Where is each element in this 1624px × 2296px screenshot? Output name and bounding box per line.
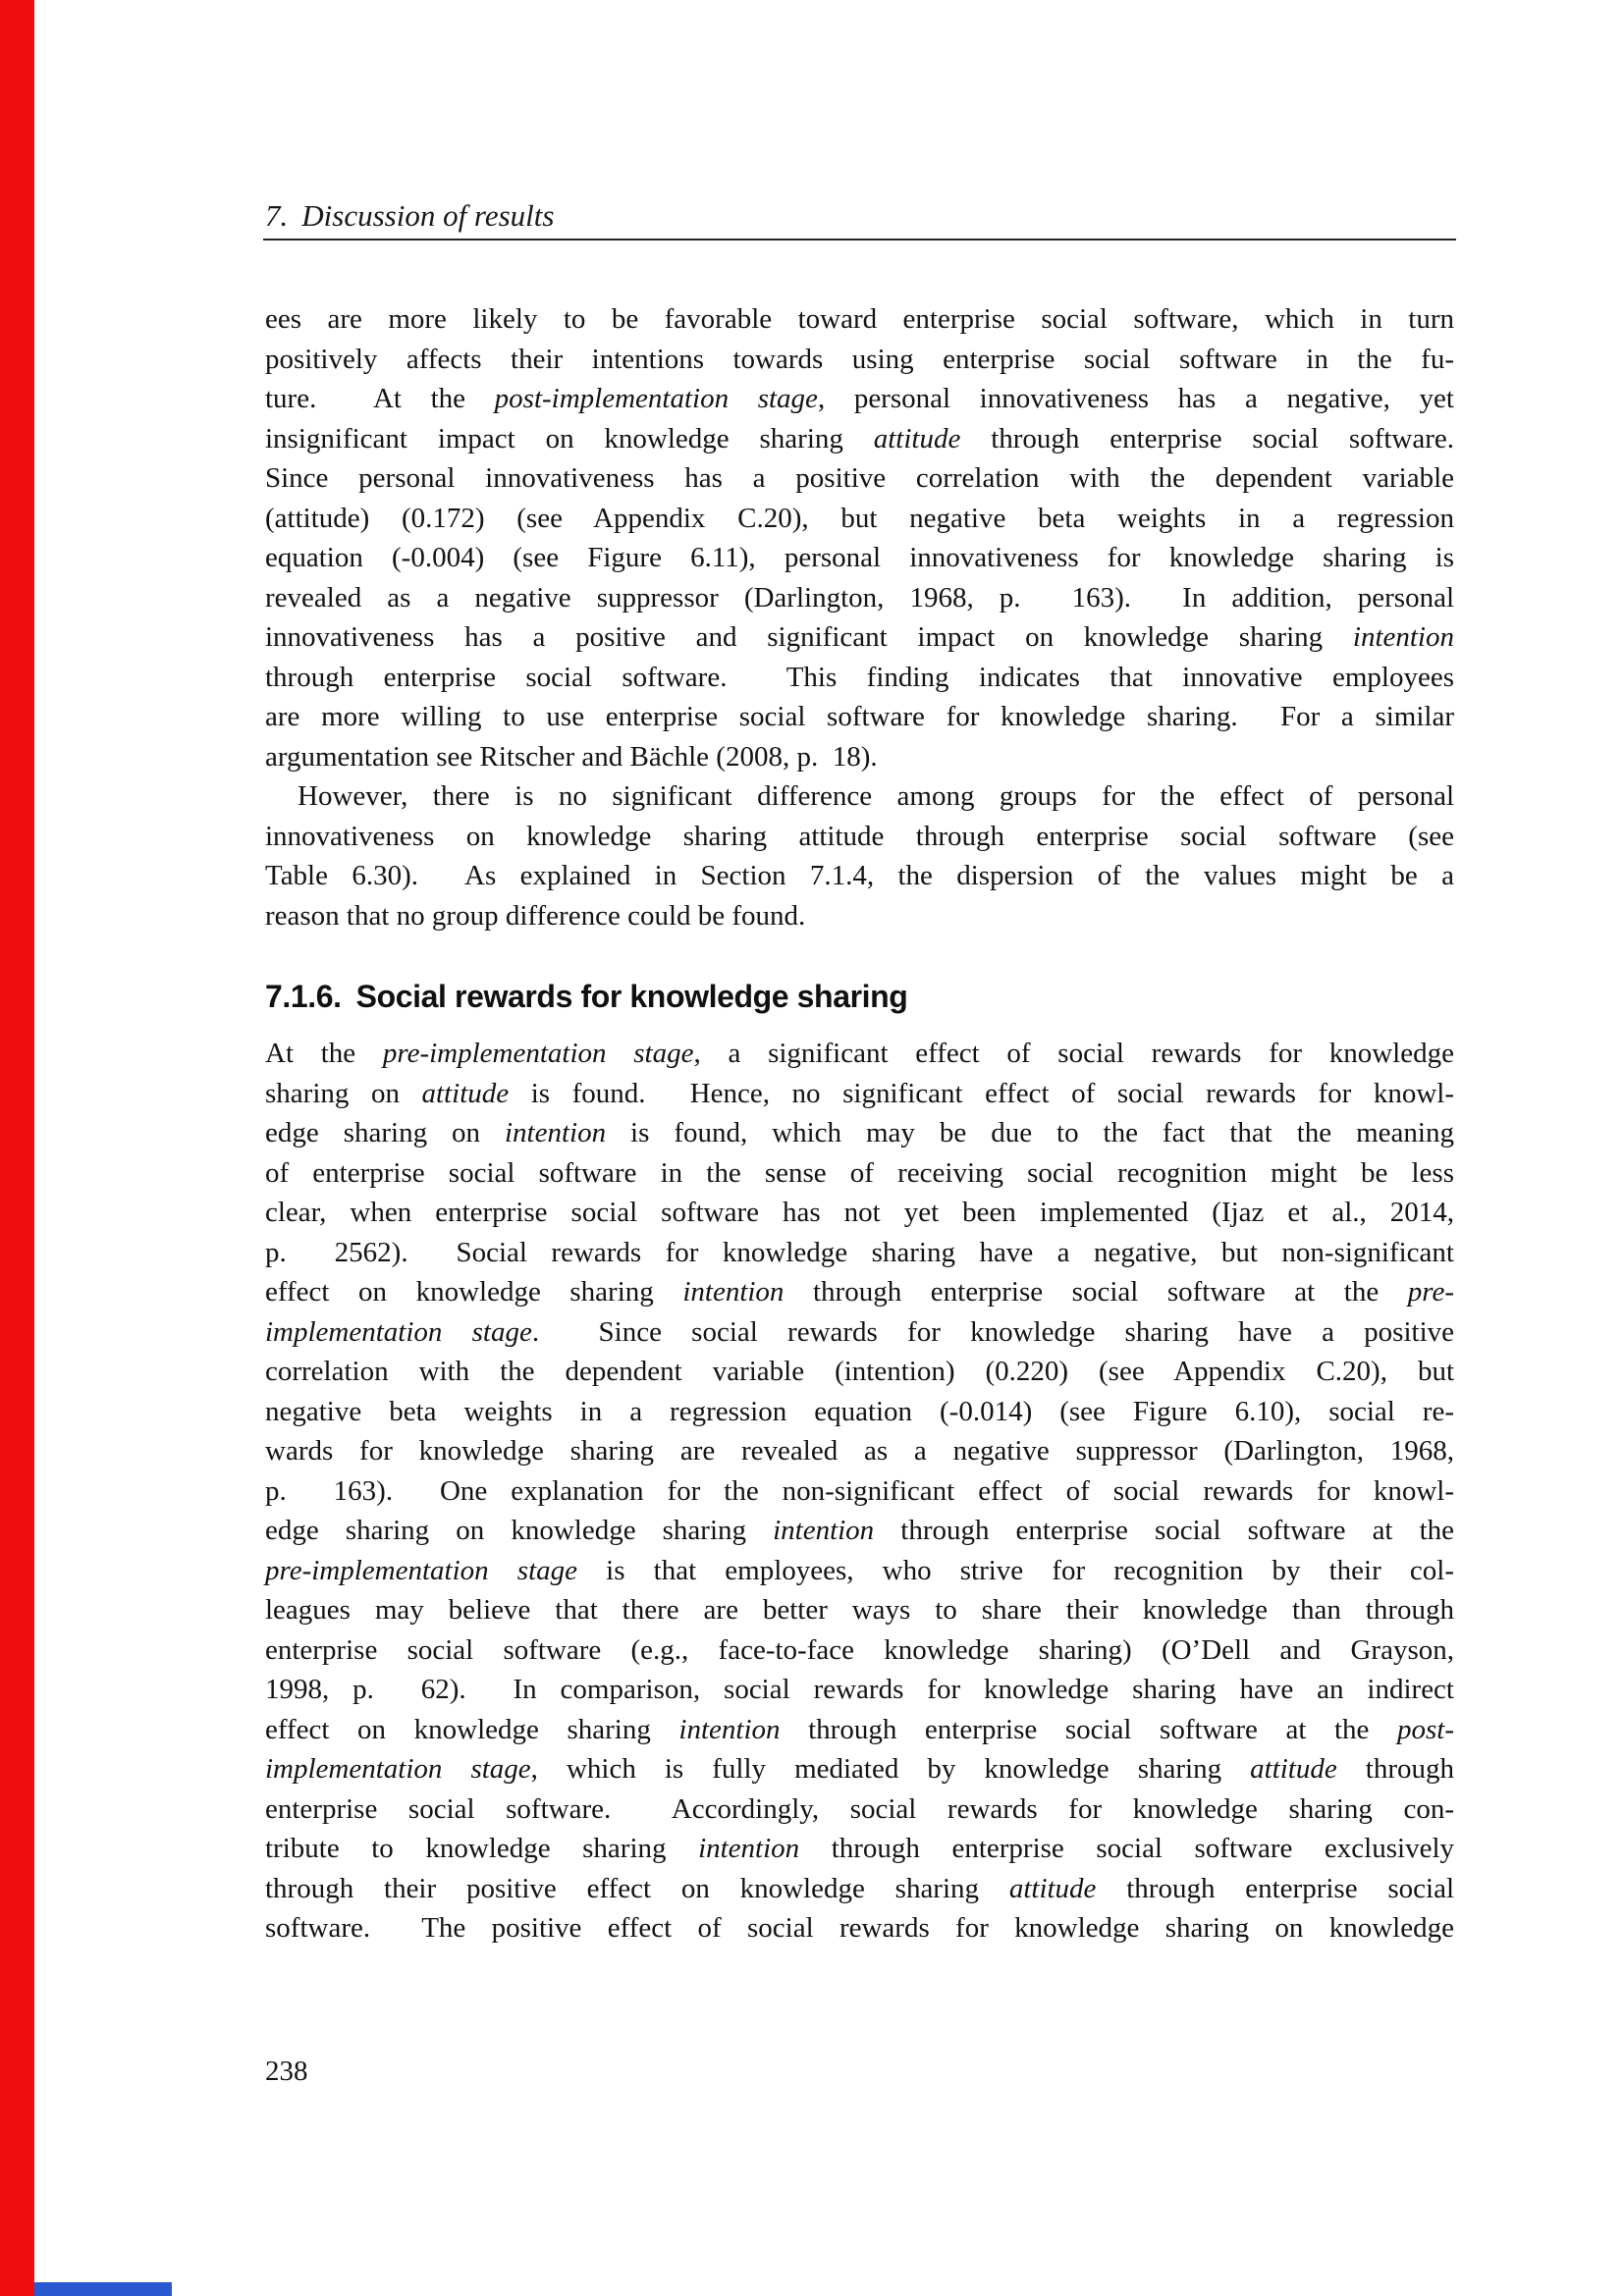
text-line (265, 1431, 1454, 1471)
text-segment: through enterprise social software at the (784, 1276, 1408, 1308)
text-segment: through (1336, 1753, 1454, 1785)
text-segment: is found. Hence, no significant effect of social rewards for knowl- (509, 1077, 1455, 1109)
section-heading-number: 7.1.6. (265, 979, 342, 1014)
text-segment: . Since social rewards for knowledge sharing have a positive (531, 1315, 1454, 1348)
text-segment: effect on knowledge sharing (265, 1713, 679, 1745)
text-line (265, 1551, 1454, 1591)
section-heading (265, 977, 907, 1016)
text-segment: However, there is no significant difference among groups for the effect of personal (298, 780, 1454, 812)
text-line (265, 1630, 1454, 1671)
text-line (265, 617, 1454, 658)
text-segment: through enterprise social software. (960, 422, 1454, 454)
italic-text-segment: intention (504, 1117, 607, 1148)
text-segment: is found, which may be due to the fact that the meaning (606, 1117, 1454, 1148)
text-line (265, 340, 1454, 380)
italic-text-segment: attitude (873, 422, 961, 454)
text-line (265, 1670, 1454, 1710)
text-line (265, 1113, 1454, 1153)
running-header (265, 200, 554, 231)
text-segment: leagues may believe that there are better ways to share their knowledge than through (265, 1594, 1454, 1626)
text-segment: sharing on (265, 1077, 422, 1109)
italic-text-segment: implementation stage (265, 1753, 531, 1785)
text-line (265, 1908, 1454, 1949)
italic-text-segment: intention (1352, 621, 1454, 653)
text-segment: innovativeness on knowledge sharing attitude through enterprise social software (see (265, 820, 1454, 852)
text-line (265, 1511, 1454, 1551)
text-segment: enterprise social software. Accordingly, social rewards for knowledge sharing con- (265, 1792, 1454, 1825)
italic-text-segment: pre- (1407, 1276, 1455, 1308)
italic-text-segment: attitude (1008, 1872, 1097, 1904)
text-segment: software. The positive effect of social rewards for knowledge sharing on knowledge (265, 1912, 1454, 1944)
text-line (265, 1590, 1454, 1630)
italic-text-segment: implementation stage (265, 1315, 532, 1348)
left-edge-red-stripe (0, 0, 34, 2296)
text-segment: positively affects their intentions towards using enterprise social software in the fu- (265, 343, 1454, 375)
text-line (265, 1869, 1454, 1909)
text-line (265, 1193, 1454, 1233)
text-segment: , a significant effect of social rewards for knowledge (693, 1038, 1454, 1069)
text-segment: through enterprise social software at the (780, 1713, 1398, 1745)
text-segment: p. 163). One explanation for the non-significant effect of social rewards for knowl- (265, 1474, 1454, 1507)
text-segment: innovativeness has a positive and significant impact on knowledge sharing (265, 621, 1353, 653)
body-paragraph-1 (265, 299, 1454, 776)
text-segment: wards for knowledge sharing are revealed as a negative suppressor (Darlington, 1968, (265, 1435, 1454, 1467)
text-line (265, 578, 1454, 618)
text-segment: (attitude) (0.172) (see Appendix C.20), but negative beta weights in a regression (265, 502, 1454, 534)
text-segment: tribute to knowledge sharing (265, 1833, 699, 1864)
text-line (265, 1034, 1454, 1074)
text-segment: ees are more likely to be favorable toward enterprise social software, which in turn (265, 303, 1454, 335)
italic-text-segment: attitude (421, 1077, 510, 1109)
italic-text-segment: pre-implementation stage (382, 1038, 694, 1069)
text-segment: reason that no group difference could be found. (265, 899, 806, 932)
text-segment: revealed as a negative suppressor (Darlington, 1968, p. 163). In addition, personal (265, 581, 1454, 614)
text-segment: edge sharing on knowledge sharing (265, 1515, 774, 1546)
text-segment: through enterprise social software exclusively (799, 1833, 1454, 1864)
text-segment: effect on knowledge sharing (265, 1276, 683, 1308)
section-heading-title: Social rewards for knowledge sharing (355, 979, 908, 1014)
text-segment: , which is fully mediated by knowledge sharing (530, 1753, 1251, 1785)
text-line (265, 1074, 1454, 1114)
text-segment: clear, when enterprise social software has not yet been implemented (Ijaz et al., 2014, (265, 1197, 1454, 1228)
text-line (265, 1352, 1454, 1392)
text-segment: negative beta weights in a regression equation (-0.014) (see Figure 6.10), social re- (265, 1395, 1454, 1427)
text-segment: correlation with the dependent variable (intention) (0.220) (see Appendix C.20), but (265, 1356, 1454, 1387)
text-segment: At the (265, 1038, 383, 1069)
running-header-chapter-number: 7. (265, 198, 289, 233)
text-segment: p. 2562). Social rewards for knowledge sharing have a negative, but non-significant (265, 1236, 1454, 1268)
italic-text-segment: post- (1397, 1713, 1455, 1745)
text-line (265, 1829, 1454, 1869)
body-paragraph-3 (265, 1034, 1454, 1949)
text-line (265, 1233, 1454, 1273)
text-segment: , personal innovativeness has a negative, yet (817, 383, 1454, 414)
text-line (265, 856, 1454, 896)
text-line (265, 776, 1454, 817)
text-segment: insignificant impact on knowledge sharing (265, 422, 874, 454)
italic-text-segment: intention (678, 1713, 781, 1745)
header-rule (263, 239, 1456, 240)
text-segment: equation (-0.004) (see Figure 6.11), personal innovativeness for knowledge sharing is (265, 542, 1454, 573)
text-segment: Table 6.30). As explained in Section 7.1.4, the dispersion of the values might be a (265, 860, 1454, 891)
text-segment: Since personal innovativeness has a positive correlation with the dependent variable (265, 462, 1454, 494)
italic-text-segment: post-implementation stage (494, 383, 818, 414)
text-line (265, 1749, 1454, 1789)
italic-text-segment: intention (698, 1833, 800, 1864)
text-line (265, 419, 1454, 459)
text-line (265, 697, 1454, 737)
italic-text-segment: intention (773, 1515, 875, 1546)
text-line (265, 1312, 1454, 1353)
text-segment: enterprise social software (e.g., face-to-face knowledge sharing) (O’Dell and Grayson, (265, 1633, 1454, 1666)
text-line (265, 458, 1454, 499)
text-segment: edge sharing on (265, 1117, 505, 1148)
italic-text-segment: pre-implementation stage (265, 1554, 578, 1586)
text-segment: of enterprise social software in the sense of receiving social recognition might be less (265, 1156, 1454, 1189)
text-line (265, 896, 1454, 936)
text-line (265, 658, 1454, 698)
page-number: 238 (265, 2056, 308, 2087)
text-line (265, 379, 1454, 419)
text-line (265, 499, 1454, 539)
bottom-left-blue-bar (34, 2282, 172, 2296)
text-line (265, 538, 1454, 578)
text-line (265, 737, 1454, 777)
text-line (265, 299, 1454, 340)
text-line (265, 1392, 1454, 1432)
italic-text-segment: intention (682, 1276, 785, 1308)
text-segment: are more willing to use enterprise social software for knowledge sharing. For a similar (265, 701, 1454, 732)
text-segment: 1998, p. 62). In comparison, social rewards for knowledge sharing have an indirect (265, 1674, 1454, 1705)
text-segment: through enterprise social (1096, 1872, 1455, 1904)
body-paragraph-2 (265, 776, 1454, 935)
text-segment: through enterprise social software. This finding indicates that innovative employees (265, 661, 1454, 693)
italic-text-segment: attitude (1250, 1753, 1337, 1785)
text-line (265, 1789, 1454, 1830)
text-line (265, 1471, 1454, 1512)
text-segment: ture. At the (265, 383, 495, 414)
text-line (265, 1710, 1454, 1750)
running-header-title: Discussion of results (301, 198, 555, 233)
text-line (265, 1153, 1454, 1194)
text-segment: through their positive effect on knowledge sharing (265, 1872, 1009, 1904)
text-segment: is that employees, who strive for recognition by their col- (577, 1554, 1454, 1586)
text-line (265, 1272, 1454, 1312)
text-segment: through enterprise social software at the (874, 1515, 1454, 1546)
text-segment: argumentation see Ritscher and Bächle (2008, p. 18). (265, 740, 878, 773)
text-line (265, 817, 1454, 857)
